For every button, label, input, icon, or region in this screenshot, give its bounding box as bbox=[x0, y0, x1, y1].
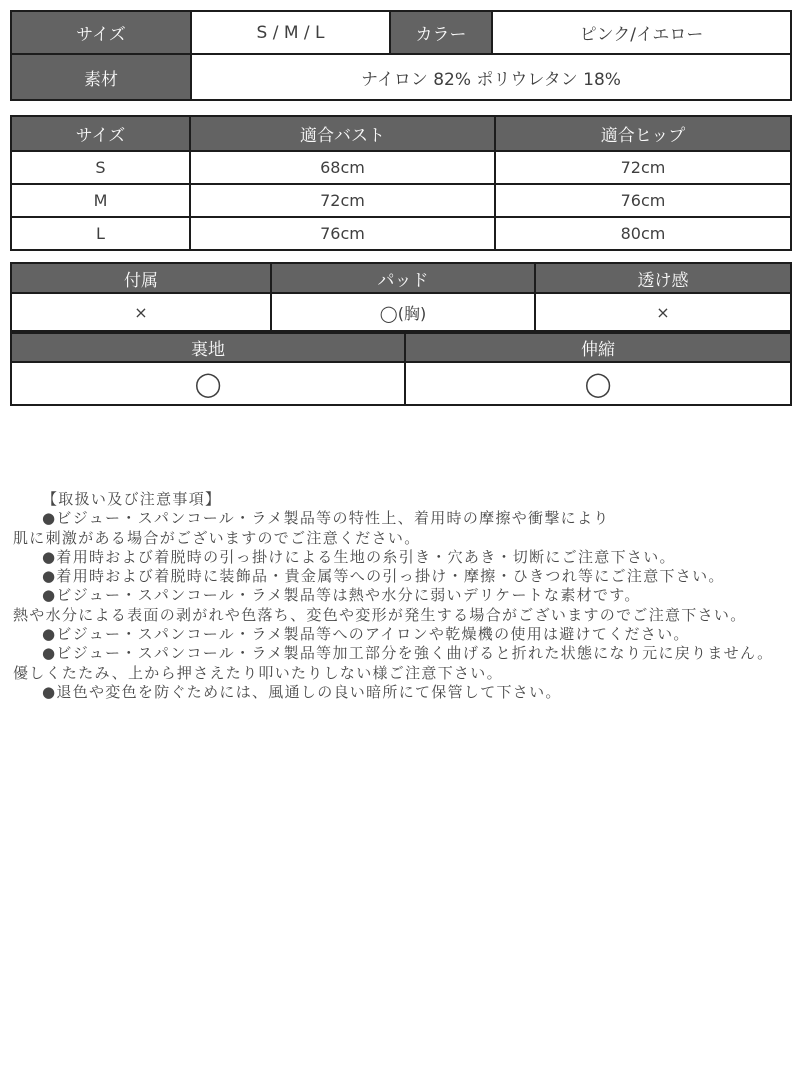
bust-cell: 72cm bbox=[190, 184, 495, 217]
size-chart-header-size: サイズ bbox=[11, 116, 190, 151]
care-notes-title: 【取扱い及び注意事項】 bbox=[42, 490, 222, 508]
features-header-pad: パッド bbox=[271, 263, 535, 293]
size-cell: M bbox=[11, 184, 190, 217]
care-note-line: 肌に刺激がある場合がございますのでご注意ください。 bbox=[13, 528, 421, 547]
size-cell: S bbox=[11, 151, 190, 184]
product-spec-sheet bbox=[10, 0, 790, 702]
features-header-accessory: 付属 bbox=[11, 263, 271, 293]
spec-table bbox=[10, 10, 792, 101]
spec-row-material bbox=[11, 54, 791, 100]
features-header-row bbox=[11, 263, 791, 293]
material-label-cell: 素材 bbox=[11, 54, 191, 100]
care-note-line: ●ビジュー・スパンコール・ラメ製品等は熱や水分に弱いデリケートな素材です。 bbox=[42, 586, 641, 605]
hip-cell: 72cm bbox=[495, 151, 791, 184]
care-note-line: ●ビジュー・スパンコール・ラメ製品等へのアイロンや乾燥機の使用は避けてください。 bbox=[42, 625, 690, 644]
size-chart-row-l bbox=[11, 217, 791, 250]
care-note-line: 優しくたたみ、上から押さえたり叩いたりしない様ご注意下さい。 bbox=[13, 663, 503, 682]
care-note-line: ●着用時および着脱時の引っ掛けによる生地の糸引き・穴あき・切断にご注意下さい。 bbox=[42, 547, 676, 566]
stretch-value-cell: ◯ bbox=[405, 362, 791, 405]
size-chart-table bbox=[10, 115, 792, 251]
size-chart-header-row bbox=[11, 116, 791, 151]
size-chart-header-bust: 適合バスト bbox=[190, 116, 495, 151]
size-chart-row-s bbox=[11, 151, 791, 184]
lining-table bbox=[10, 332, 792, 406]
pad-value-cell: ◯(胸) bbox=[271, 293, 535, 331]
lining-header-lining: 裏地 bbox=[11, 333, 405, 362]
hip-cell: 80cm bbox=[495, 217, 791, 250]
spec-row-size-color bbox=[11, 11, 791, 54]
size-chart-header-hip: 適合ヒップ bbox=[495, 116, 791, 151]
color-label-cell: カラー bbox=[390, 11, 492, 54]
hip-cell: 76cm bbox=[495, 184, 791, 217]
features-value-row bbox=[11, 293, 791, 331]
features-table bbox=[10, 262, 792, 332]
lining-value-row bbox=[11, 362, 791, 405]
size-label-cell: サイズ bbox=[11, 11, 191, 54]
bust-cell: 76cm bbox=[190, 217, 495, 250]
features-header-sheer: 透け感 bbox=[535, 263, 791, 293]
care-note-line: 熱や水分による表面の剥がれや色落ち、変色や変形が発生する場合がございますのでご注意下さい。 bbox=[13, 605, 747, 624]
size-value-cell: S / M / L bbox=[191, 11, 390, 54]
bust-cell: 68cm bbox=[190, 151, 495, 184]
care-notes-section bbox=[10, 490, 790, 702]
material-value-cell: ナイロン 82% ポリウレタン 18% bbox=[191, 54, 791, 100]
size-cell: L bbox=[11, 217, 190, 250]
care-note-line: ●ビジュー・スパンコール・ラメ製品等の特性上、着用時の摩擦や衝撃により bbox=[42, 509, 610, 528]
sheer-value-cell: × bbox=[535, 293, 791, 331]
size-chart-row-m bbox=[11, 184, 791, 217]
care-note-line: ●ビジュー・スパンコール・ラメ製品等加工部分を強く曲げると折れた状態になり元に戻りません。 bbox=[42, 644, 774, 663]
lining-header-stretch: 伸縮 bbox=[405, 333, 791, 362]
lining-header-row bbox=[11, 333, 791, 362]
care-note-line: ●着用時および着脱時に装飾品・貴金属等への引っ掛け・摩擦・ひきつれ等にご注意下さい。 bbox=[42, 567, 725, 586]
color-value-cell: ピンク/イエロー bbox=[492, 11, 791, 54]
lining-value-cell: ◯ bbox=[11, 362, 405, 405]
care-note-line: ●退色や変色を防ぐためには、風通しの良い暗所にて保管して下さい。 bbox=[42, 682, 562, 701]
accessory-value-cell: × bbox=[11, 293, 271, 331]
